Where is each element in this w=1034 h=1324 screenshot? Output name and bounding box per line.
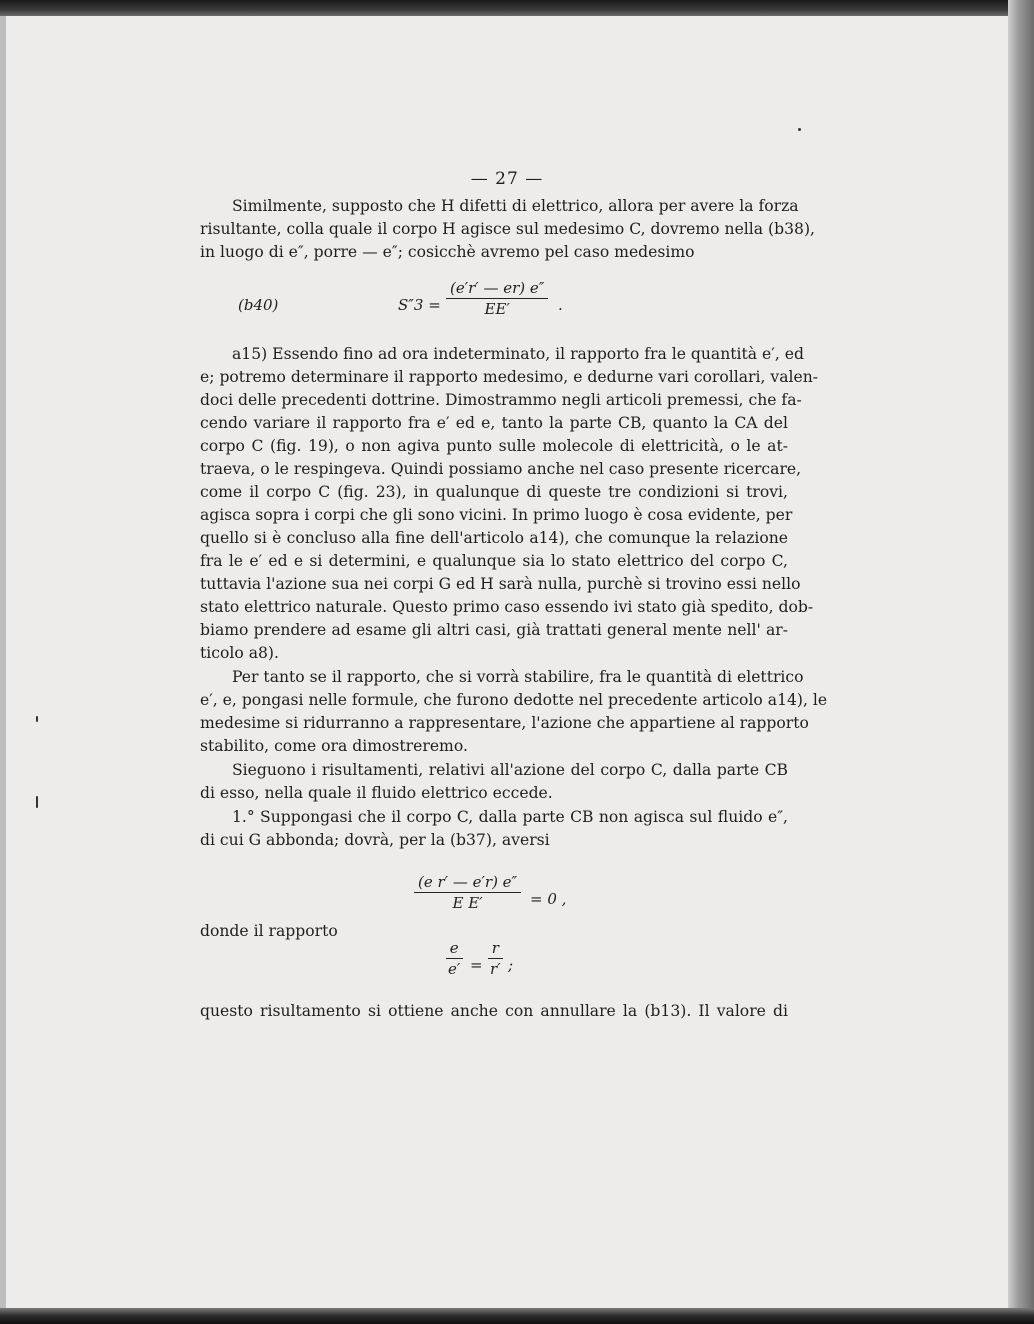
scan-top-edge	[0, 0, 1034, 16]
scan-bottom-edge	[0, 1308, 1034, 1324]
fraction-denominator: e′	[448, 960, 461, 978]
text-line: questo risultamento si ottiene anche con annullare la (b13). Il valore di	[200, 1002, 788, 1020]
text-line: Similmente, supposto che H difetti di elettrico, allora per avere la forza	[232, 197, 799, 215]
text-line: stato elettrico naturale. Questo primo caso essendo ivi stato già spedito, dob-	[200, 598, 814, 616]
equation-fraction	[446, 278, 548, 319]
scan-speck	[798, 128, 801, 131]
text-line: risultante, colla quale il corpo H agisce sul medesimo C, dovremo nella (b38),	[200, 220, 815, 238]
text-line: corpo C (fig. 19), o non agiva punto sulle molecole di elettricità, o le at-	[200, 437, 788, 455]
text-line: Per tanto se il rapporto, che si vorrà stabilire, fra le quantità di elettrico	[232, 668, 804, 686]
fraction-denominator: E E′	[452, 894, 483, 912]
text-line: di esso, nella quale il fluido elettrico eccede.	[200, 784, 553, 802]
scan-speck	[36, 716, 38, 722]
equation-end: .	[558, 296, 563, 314]
scan-right-edge	[1008, 0, 1034, 1324]
fraction-numerator: (e r′ — e′r) e″	[414, 872, 521, 893]
text-line: stabilito, come ora dimostreremo.	[200, 737, 468, 755]
equation-fraction	[486, 938, 505, 979]
text-line: e; potremo determinare il rapporto medesimo, e dedurne vari corollari, valen-	[200, 368, 819, 386]
text-line: in luogo di e″, porre — e″; cosicchè avremo pel caso medesimo	[200, 243, 695, 261]
fraction-numerator: (e′r′ — er) e″	[446, 278, 548, 299]
page-number: — 27 —	[470, 169, 544, 189]
text-line: doci delle precedenti dottrine. Dimostrammo negli articoli premessi, che fa-	[200, 391, 802, 409]
text-line: Sieguono i risultamenti, relativi all'azione del corpo C, dalla parte CB	[232, 761, 788, 779]
fraction-denominator: EE′	[484, 300, 510, 318]
equation-equals: =	[470, 956, 483, 974]
text-line: cendo variare il rapporto fra e′ ed e, tanto la parte CB, quanto la CA del	[200, 414, 788, 432]
fraction-numerator: e	[446, 938, 463, 959]
fraction-numerator: r	[488, 938, 503, 959]
text-line: medesime si ridurranno a rappresentare, l'azione che appartiene al rapporto	[200, 714, 809, 732]
text-line: traeva, o le respingeva. Quindi possiamo anche nel caso presente ricercare,	[200, 460, 802, 478]
equation-lhs: S″3 =	[398, 296, 441, 314]
equation-fraction	[444, 938, 464, 979]
text-line: quello si è concluso alla fine dell'articolo a14), che comunque la relazione	[200, 529, 788, 547]
text-line: di cui G abbonda; dovrà, per la (b37), aversi	[200, 831, 550, 849]
text-line: donde il rapporto	[200, 922, 338, 940]
fraction-denominator: r′	[490, 960, 501, 978]
equation-rhs: = 0 ,	[530, 890, 567, 908]
text-line: fra le e′ ed e si determini, e qualunque sia lo stato elettrico del corpo C,	[200, 552, 788, 570]
text-line: biamo prendere ad esame gli altri casi, già trattati general mente nell' ar-	[200, 621, 788, 639]
book-page	[6, 16, 1008, 1308]
equation-label: (b40)	[238, 296, 279, 314]
text-line: a15) Essendo fino ad ora indeterminato, il rapporto fra le quantità e′, ed	[232, 345, 804, 363]
text-line: ticolo a8).	[200, 644, 279, 662]
equation-end: ;	[508, 956, 514, 974]
equation-fraction	[414, 872, 521, 913]
scan-speck	[36, 796, 38, 808]
text-line: tuttavia l'azione sua nei corpi G ed H sarà nulla, purchè si trovino essi nello	[200, 575, 801, 593]
text-line: e′, e, pongasi nelle formule, che furono dedotte nel precedente articolo a14), le	[200, 691, 828, 709]
text-line: 1.° Suppongasi che il corpo C, dalla parte CB non agisca sul fluido e″,	[232, 808, 788, 826]
text-line: agisca sopra i corpi che gli sono vicini. In primo luogo è cosa evidente, per	[200, 506, 793, 524]
text-line: come il corpo C (fig. 23), in qualunque di queste tre condizioni si trovi,	[200, 483, 788, 501]
